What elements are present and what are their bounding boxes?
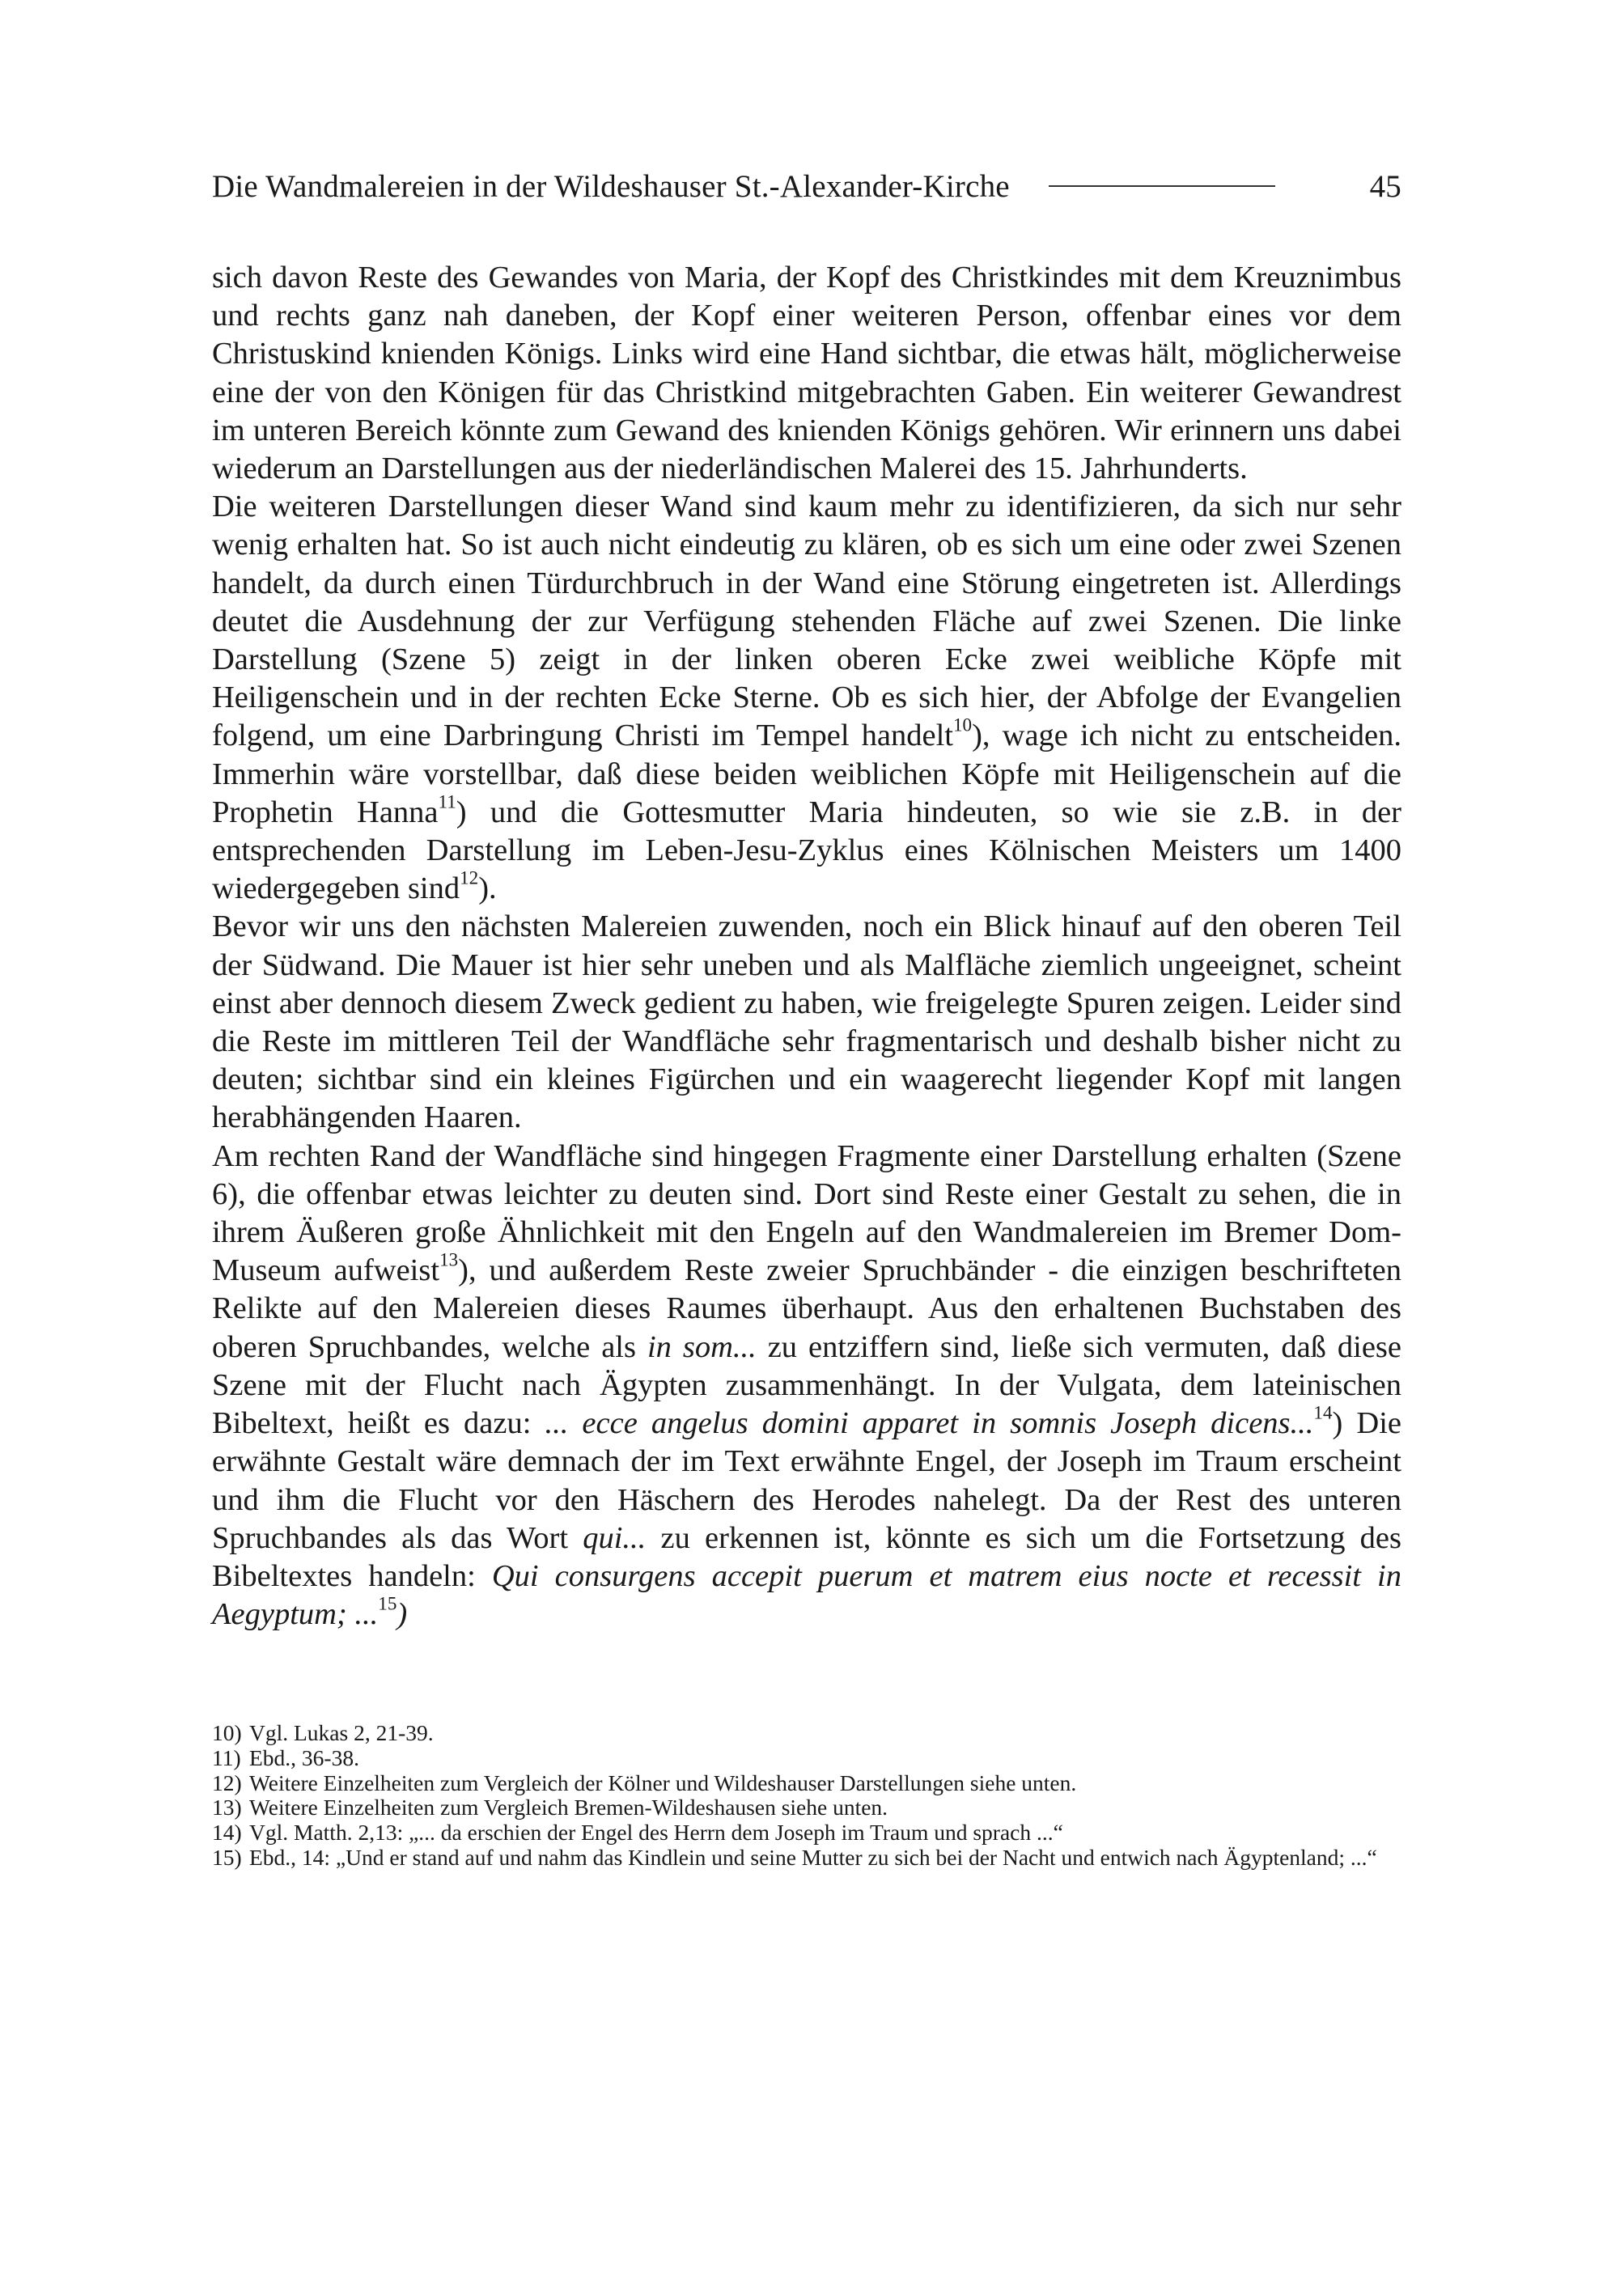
text-run: ). [478, 871, 497, 906]
footnote-ref[interactable]: 11 [438, 790, 456, 812]
footnote-text: Vgl. Matth. 2,13: „... da erschien der Engel des Herrn dem Joseph im Traum und sprach ...“ [249, 1820, 1063, 1846]
footnote-number: 14) [212, 1820, 242, 1846]
paragraph-4 [212, 1138, 1401, 1634]
footnote [212, 1746, 1401, 1771]
footnote [212, 1721, 1401, 1746]
footnote-number: 10) [212, 1720, 242, 1746]
footnote-text: Ebd., 36-38. [249, 1745, 359, 1771]
text-run: Am rechten Rand der Wandfläche sind hingegen Fragmente einer Darstellung erhalten (Szene 6), die offenbar etwas leichter zu deuten sind. Dort sind Reste einer Gestalt zu sehen, die in ihrem Äußeren große Ähnlichkeit mit den Engeln auf den Wandmalereien im Bremer Dom-Museum aufweist [212, 1138, 1401, 1288]
footnote-ref[interactable]: 15 [378, 1592, 397, 1614]
footnote-text: Weitere Einzelheiten zum Vergleich der Kölner und Wildeshauser Darstellungen siehe unten. [249, 1770, 1077, 1795]
text-run: ) und die Gottesmutter Maria hindeuten, so wie sie z.B. in der entsprechenden Darstellung im Leben-Jesu-Zyklus eines Kölnischen Meisters um 1400 wiedergegeben sind [212, 795, 1401, 906]
running-title: Die Wandmalereien in der Wildeshauser St.-Alexander-Kirche [212, 168, 1010, 204]
text-run: Die weiteren Darstellungen dieser Wand sind kaum mehr zu identifizieren, da sich nur sehr wenig erhalten hat. So ist auch nicht eindeutig zu klären, ob es sich um eine oder zwei Szenen handelt, da durch einen Türdurchbruch in der Wand eine Störung eingetreten ist. Allerdings deutet die Ausdehnung der zur Verfügung stehenden Fläche auf zwei Szenen. Die linke Darstellung (Szene 5) zeigt in der linken oberen Ecke zwei weibliche Köpfe mit Heiligenschein und in der rechten Ecke Sterne. Ob es sich hier, der Abfolge der Evangelien folgend, um eine Darbringung Christi im Tempel handelt [212, 490, 1401, 753]
text-run: ), und außerdem Reste zweier Spruchbänder - die einzigen beschrifteten Relikte auf den Malereien dieses Raumes überhaupt. Aus den erhaltenen Buchstaben des oberen Spruchbandes, welche als [212, 1253, 1401, 1364]
footnote-ref[interactable]: 12 [460, 867, 479, 888]
italic-quote: ) [396, 1597, 408, 1632]
footnotes [212, 1721, 1401, 1870]
text-run: ), wage ich nicht zu entscheiden. Immerhin wäre vorstellbar, daß diese beiden weiblichen Köpfe mit Heiligenschein auf die Prophetin Hanna [212, 718, 1401, 829]
footnote-text: Vgl. Lukas 2, 21-39. [249, 1720, 434, 1746]
footnote-ref[interactable]: 10 [953, 714, 973, 736]
paragraph-3: Bevor wir uns den nächsten Malereien zuwenden, noch ein Blick hinauf auf den oberen Teil der Südwand. Die Mauer ist hier sehr uneben und als Malfläche ziemlich ungeeignet, scheint einst aber dennoch diesem Zweck gedient zu haben, wie freigelegte Spuren zeigen. Leider sind die Reste im mittleren Teil der Wandfläche sehr fragmentarisch und deshalb bisher nicht zu deuten; sichtbar sind ein kleines Figürchen und ein waagerecht liegender Kopf mit langen herabhängenden Haaren. [212, 909, 1401, 1135]
paragraph-2 [212, 488, 1401, 908]
text-run: zu entziffern sind, ließe sich vermuten, daß diese Szene mit der Flucht nach Ägypten zusammenhängt. In der Vulgata, dem lateinischen Bibeltext, heißt es dazu: [212, 1329, 1401, 1441]
footnote-number: 12) [212, 1770, 242, 1795]
footnote [212, 1795, 1401, 1820]
page-number: 45 [1369, 168, 1401, 204]
running-header [212, 162, 1401, 210]
footnote [212, 1846, 1401, 1871]
footnote-number: 15) [212, 1844, 242, 1870]
footnote-ref[interactable]: 14 [1313, 1401, 1333, 1423]
body-text [212, 259, 1401, 1634]
header-rule [1049, 185, 1275, 187]
italic-quote: in som... [647, 1329, 757, 1364]
italic-quote: Qui consurgens accepit puerum et matrem eius nocte et recessit in Aegyptum; ... [212, 1558, 1401, 1632]
footnote-text: Ebd., 14: „Und er stand auf und nahm das Kindlein und seine Mutter zu sich bei der Nacht und entwich nach Ägyptenland; ...“ [249, 1844, 1377, 1870]
italic-quote: ... ecce angelus domini apparet in somnis Joseph dicens... [545, 1406, 1314, 1441]
page [212, 162, 1401, 1871]
paragraph-1: sich davon Reste des Gewandes von Maria, der Kopf des Christkindes mit dem Kreuznimbus und rechts ganz nah daneben, der Kopf einer weiteren Person, offenbar eines vor dem Christuskind knienden Königs. Links wird eine Hand sichtbar, die etwas hält, möglicherweise eine der von den Königen für das Christkind mitgebrachten Gaben. Ein weiterer Gewandrest im unteren Bereich könnte zum Gewand des knienden Königs gehören. Wir erinnern uns dabei wiederum an Darstellungen aus der niederländischen Malerei des 15. Jahrhunderts. [212, 261, 1401, 486]
footnote-number: 13) [212, 1795, 242, 1820]
footnote-text: Weitere Einzelheiten zum Vergleich Bremen-Wildeshausen siehe unten. [249, 1795, 888, 1820]
text-run: ) Die erwähnte Gestalt wäre demnach der im Text erwähnte Engel, der Joseph im Traum erscheint und ihm die Flucht vor den Häschern des Herodes nahelegt. Da der Rest des unteren Spruchbandes als das Wort [212, 1406, 1401, 1555]
text-run: zu erkennen ist, könnte es sich um die Fortsetzung des Bibeltextes handeln: [212, 1520, 1401, 1593]
italic-quote: qui... [583, 1520, 647, 1555]
footnote [212, 1820, 1401, 1846]
footnote-number: 11) [212, 1745, 241, 1771]
footnote [212, 1771, 1401, 1796]
footnote-ref[interactable]: 13 [439, 1248, 459, 1270]
